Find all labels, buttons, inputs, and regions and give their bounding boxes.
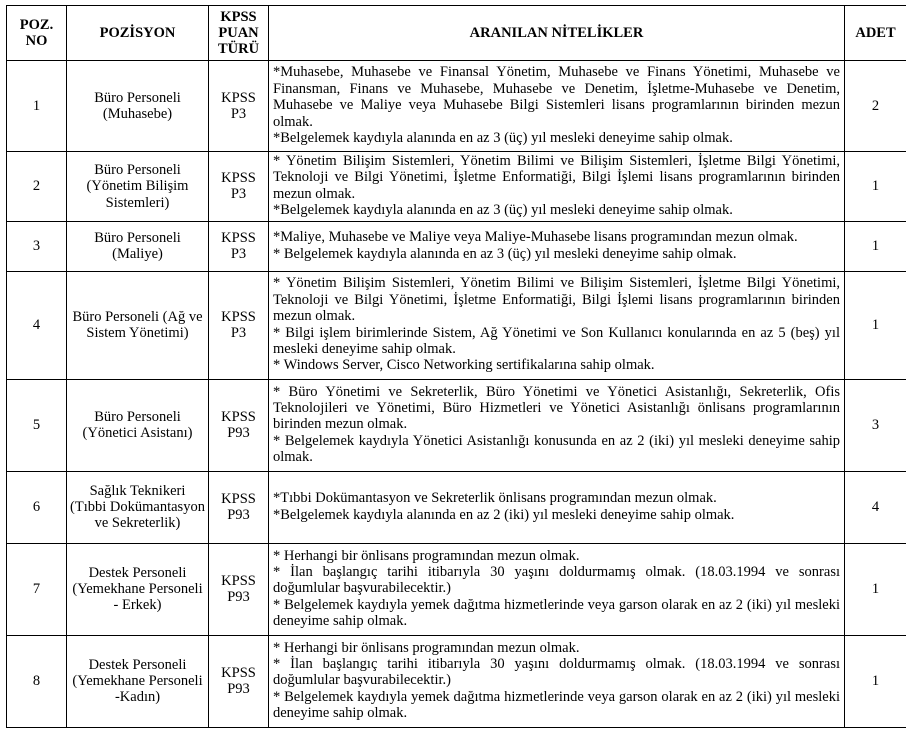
table-row — [7, 221, 907, 271]
qualification-item: *Tıbbi Dokümantasyon ve Sekreterlik önlisans programından mezun olmak. — [273, 490, 717, 507]
cell-count: 2 — [845, 61, 907, 152]
header-position: POZİSYON — [67, 6, 209, 61]
cell-position: Büro Personeli (Yönetim Bilişim Sistemleri) — [67, 152, 209, 222]
cell-position: Büro Personeli (Ağ ve Sistem Yönetimi) — [67, 271, 209, 379]
cell-kpss: KPSS P93 — [209, 379, 269, 471]
cell-kpss: KPSS P93 — [209, 635, 269, 727]
cell-count: 1 — [845, 271, 907, 379]
cell-qualifications — [269, 635, 845, 727]
cell-position: Destek Personeli (Yemekhane Personeli -Kadın) — [67, 635, 209, 727]
cell-kpss: KPSS P93 — [209, 471, 269, 543]
qualification-item: * Belgelemek kaydıyla yemek dağıtma hizmetlerinde veya garson olarak en az 2 (iki) yıl mesleki deneyime sahip olmak. — [273, 596, 840, 630]
cell-no: 6 — [7, 471, 67, 543]
cell-qualifications — [269, 61, 845, 152]
cell-qualifications — [269, 152, 845, 222]
cell-no: 4 — [7, 271, 67, 379]
cell-position: Destek Personeli (Yemekhane Personeli - Erkek) — [67, 543, 209, 635]
table-row — [7, 379, 907, 471]
cell-position: Büro Personeli (Yönetici Asistanı) — [67, 379, 209, 471]
cell-qualifications — [269, 221, 845, 271]
qualification-item: * İlan başlangıç tarihi itibarıyla 30 yaşını doldurmamış olmak. (18.03.1994 ve sonrası doğumlular başvurabilecektir.) — [273, 656, 840, 689]
cell-qualifications — [269, 543, 845, 635]
cell-count: 1 — [845, 543, 907, 635]
cell-position: Sağlık Teknikeri (Tıbbi Dokümantasyon ve Sekreterlik) — [67, 471, 209, 543]
qualification-item: * Belgelemek kaydıyla Yönetici Asistanlığı konusunda en az 2 (iki) yıl mesleki deneyime sahip olmak. — [273, 432, 840, 466]
cell-count: 1 — [845, 152, 907, 222]
cell-position: Büro Personeli (Maliye) — [67, 221, 209, 271]
qualification-item: * Herhangi bir önlisans programından mezun olmak. — [273, 547, 580, 564]
cell-kpss: KPSS P3 — [209, 221, 269, 271]
cell-qualifications — [269, 471, 845, 543]
positions-table — [6, 5, 906, 728]
header-qualifications: ARANILAN NİTELİKLER — [269, 6, 845, 61]
header-no: POZ. NO — [7, 6, 67, 61]
cell-no: 3 — [7, 221, 67, 271]
cell-qualifications — [269, 271, 845, 379]
cell-count: 1 — [845, 221, 907, 271]
header-count: ADET — [845, 6, 907, 61]
qualification-item: * Belgelemek kaydıyla yemek dağıtma hizmetlerinde veya garson olarak en az 2 (iki) yıl mesleki deneyime sahip olmak. — [273, 688, 840, 722]
cell-no: 7 — [7, 543, 67, 635]
cell-position: Büro Personeli (Muhasebe) — [67, 61, 209, 152]
cell-kpss: KPSS P93 — [209, 543, 269, 635]
table-header-row — [7, 6, 907, 61]
cell-no: 5 — [7, 379, 67, 471]
cell-count: 3 — [845, 379, 907, 471]
cell-qualifications — [269, 379, 845, 471]
cell-kpss: KPSS P3 — [209, 61, 269, 152]
qualification-item: * İlan başlangıç tarihi itibarıyla 30 yaşını doldurmamış olmak. (18.03.1994 ve sonrası doğumlular başvurabilecektir.) — [273, 564, 840, 597]
table-row — [7, 61, 907, 152]
cell-count: 1 — [845, 635, 907, 727]
qualification-item: *Belgelemek kaydıyla alanında en az 3 (üç) yıl mesleki deneyime sahip olmak. — [273, 202, 733, 219]
header-kpss: KPSS PUAN TÜRÜ — [209, 6, 269, 61]
qualification-item: * Belgelemek kaydıyla alanında en az 3 (üç) yıl mesleki deneyime sahip olmak. — [273, 245, 737, 262]
qualification-item: * Herhangi bir önlisans programından mezun olmak. — [273, 639, 580, 656]
qualification-item: *Belgelemek kaydıyla alanında en az 2 (iki) yıl mesleki deneyime sahip olmak. — [273, 506, 735, 523]
qualification-item: * Büro Yönetimi ve Sekreterlik, Büro Yönetimi ve Yönetici Asistanlığı, Sekreterlik, Ofis Teknolojileri ve Yönetimi, Büro Hizmetleri ve Yönetici Asistanlığı önlisans programlarının birinden mezun olmak. — [273, 383, 840, 433]
qualification-item: *Muhasebe, Muhasebe ve Finansal Yönetim, Muhasebe ve Finans Yönetimi, Muhasebe ve Finansman, Finans ve Muhasebe, Muhasebe ve Denetim, İşletme-Muhasebe ve Denetim, Muhasebe ve Maliye veya Muhasebe Bilgi Sistemleri lisans programlarının birinden mezun olmak. — [273, 64, 840, 130]
table-row — [7, 152, 907, 222]
cell-count: 4 — [845, 471, 907, 543]
qualification-item: *Maliye, Muhasebe ve Maliye veya Maliye-Muhasebe lisans programından mezun olmak. — [273, 229, 798, 246]
cell-kpss: KPSS P3 — [209, 152, 269, 222]
table-row — [7, 635, 907, 727]
cell-no: 1 — [7, 61, 67, 152]
table-row — [7, 543, 907, 635]
qualification-item: * Windows Server, Cisco Networking sertifikalarına sahip olmak. — [273, 357, 655, 374]
cell-no: 8 — [7, 635, 67, 727]
table-body — [7, 61, 907, 728]
cell-kpss: KPSS P3 — [209, 271, 269, 379]
qualification-item: * Yönetim Bilişim Sistemleri, Yönetim Bilimi ve Bilişim Sistemleri, İşletme Bilgi Yönetimi, Teknoloji ve Bilgi Yönetimi, İşletme Enformatiği, Bilgi İşlemi lisans programlarının birinden mezun olmak. — [273, 275, 840, 325]
table-row — [7, 471, 907, 543]
qualification-item: * Yönetim Bilişim Sistemleri, Yönetim Bilimi ve Bilişim Sistemleri, İşletme Bilgi Yönetimi, Teknoloji ve Bilgi Yönetimi, İşletme Enformatiği, Bilgi İşlemi lisans programlarının birinden mezun olmak. — [273, 153, 840, 202]
qualification-item: *Belgelemek kaydıyla alanında en az 3 (üç) yıl mesleki deneyime sahip olmak. — [273, 130, 733, 147]
document-page — [6, 5, 906, 742]
qualification-item: * Bilgi işlem birimlerinde Sistem, Ağ Yönetimi ve Son Kullanıcı konularında en az 5 (beş) yıl mesleki deneyime sahip olmak. — [273, 324, 840, 358]
cell-no: 2 — [7, 152, 67, 222]
table-row — [7, 271, 907, 379]
